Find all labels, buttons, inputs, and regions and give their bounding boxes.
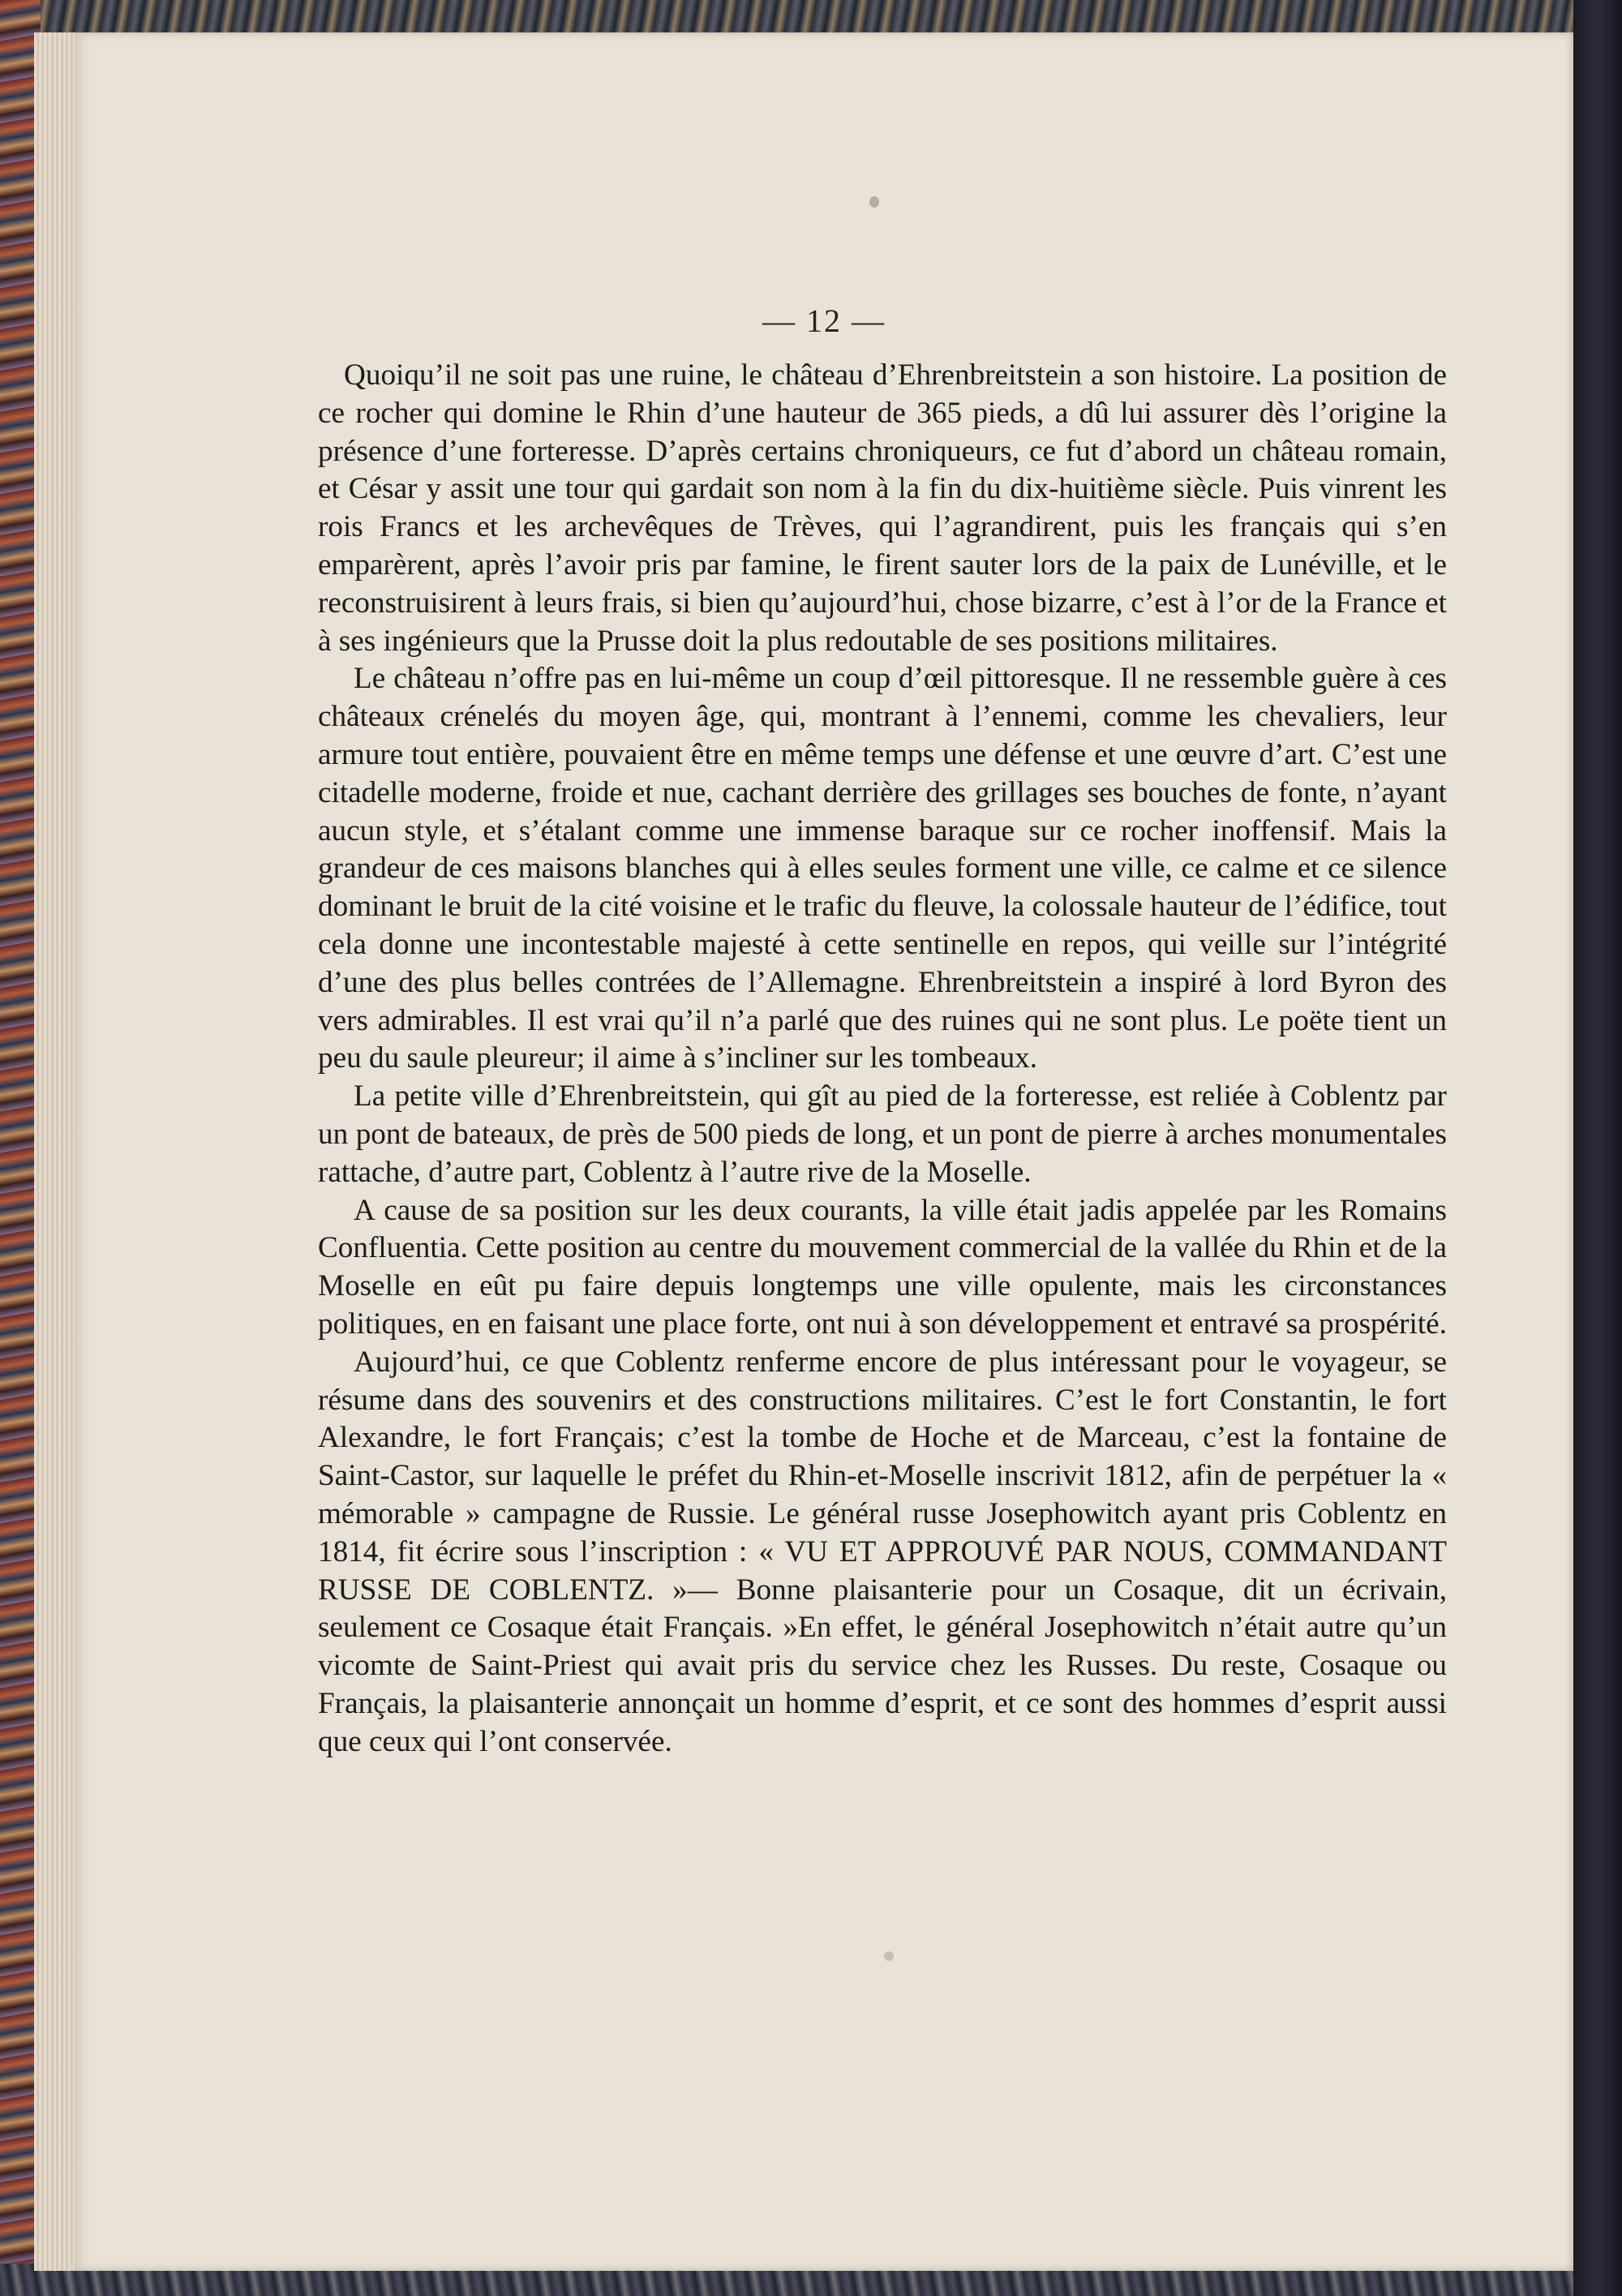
page-stack-edge bbox=[34, 32, 75, 2271]
paragraph: La petite ville d’Ehrenbreitstein, qui gît au pied de la forteresse, est reliée à Coblentz par un pont de bateaux, de près de 500 pieds de long, et un pont de pierre à arches monumentales rattache, d’autre part, Coblentz à l’autre rive de la Moselle. bbox=[318, 1079, 1447, 1189]
paragraph: Le château n’offre pas en lui-même un coup d’œil pittoresque. Il ne ressemble guère à ces châteaux crénelés du moyen âge, qui, montrant à l’ennemi, comme les chevaliers, leur armure tout entière, pouvaient être en même temps une défense et une œuvre d’art. C’est une citadelle moderne, froide et nue, cachant derrière des grillages ses bouches de fonte, n’ayant aucun style, et s’étalant comme une immense baraque sur ce rocher inoffensif. Mais la grandeur de ces maisons blanches qui à elles seules forment une ville, ce calme et ce silence dominant le bruit de la cité voisine et le trafic du fleuve, la colossale hauteur de l’édifice, tout cela donne une incontestable majesté à cette sentinelle en repos, qui veille sur l’intégrité d’une des plus belles contrées de l’Allemagne. Ehrenbreitstein a inspiré à lord Byron des vers admirables. Il est vrai qu’il n’a parlé que des ruines qui ne sont plus. Le poëte tient un peu du saule pleureur; il aime à s’incliner sur les tombeaux. bbox=[318, 662, 1447, 1075]
paragraph: A cause de sa position sur les deux courants, la ville était jadis appelée par les Romains Confluentia. Cette position au centre du mouvement commercial de la vallée du Rhin et de la Moselle en eût pu faire depuis longtemps une ville opulente, mais les circonstances politiques, en en faisant une place forte, ont nui à son développement et entravé sa prospérité. bbox=[318, 1193, 1447, 1341]
paragraph: Quoiqu’il ne soit pas une ruine, le château d’Ehrenbreitstein a son histoire. La position de ce rocher qui domine le Rhin d’une hauteur de 365 pieds, a dû lui assurer dès l’origine la présence d’une forteresse. D’après certains chroniqueurs, ce fut d’abord un château romain, et César y assit une tour qui gardait son nom à la fin du dix-huitième siècle. Puis vinrent les rois Francs et les archevêques de Trèves, qui l’agrandirent, puis les français qui s’en emparèrent, après l’avoir pris par famine, le firent sauter lors de la paix de Lunéville, et le reconstruisirent à leurs frais, si bien qu’aujourd’hui, chose bizarre, c’est à l’or de la France et à ses ingénieurs que la Prusse doit la plus redoutable de ses positions militaires. bbox=[318, 358, 1447, 658]
body-text bbox=[318, 357, 1447, 1761]
page-number: — 12 — bbox=[762, 303, 886, 339]
paper-spot bbox=[884, 1951, 894, 1961]
paragraph: Aujourd’hui, ce que Coblentz renferme encore de plus intéressant pour le voyageur, se résume dans des souvenirs et des constructions militaires. C’est le fort Constantin, le fort Alexandre, le fort Français; c’est la tombe de Hoche et de Marceau, c’est la fontaine de Saint-Castor, sur laquelle le préfet du Rhin-et-Moselle inscrivit 1812, afin de perpétuer la « mémorable » campagne de Russie. Le général russe Josephowitch ayant pris Coblentz en 1814, fit écrire sous l’inscription : « VU ET APPROUVÉ PAR NOUS, COMMANDANT RUSSE DE COBLENTZ. »— Bonne plaisanterie pour un Cosaque, dit un écrivain, seulement ce Cosaque était Français. »En effet, le général Josephowitch n’était autre qu’un vicomte de Saint-Priest qui avait pris du service chez les Russes. Du reste, Cosaque ou Français, la plaisanterie annonçait un homme d’esprit, et ce sont des hommes d’esprit aussi que ceux qui l’ont conservée. bbox=[318, 1345, 1447, 1758]
marbled-cover-top bbox=[0, 0, 1622, 32]
paper-spot bbox=[869, 196, 879, 208]
right-cover-edge bbox=[1573, 0, 1622, 2296]
